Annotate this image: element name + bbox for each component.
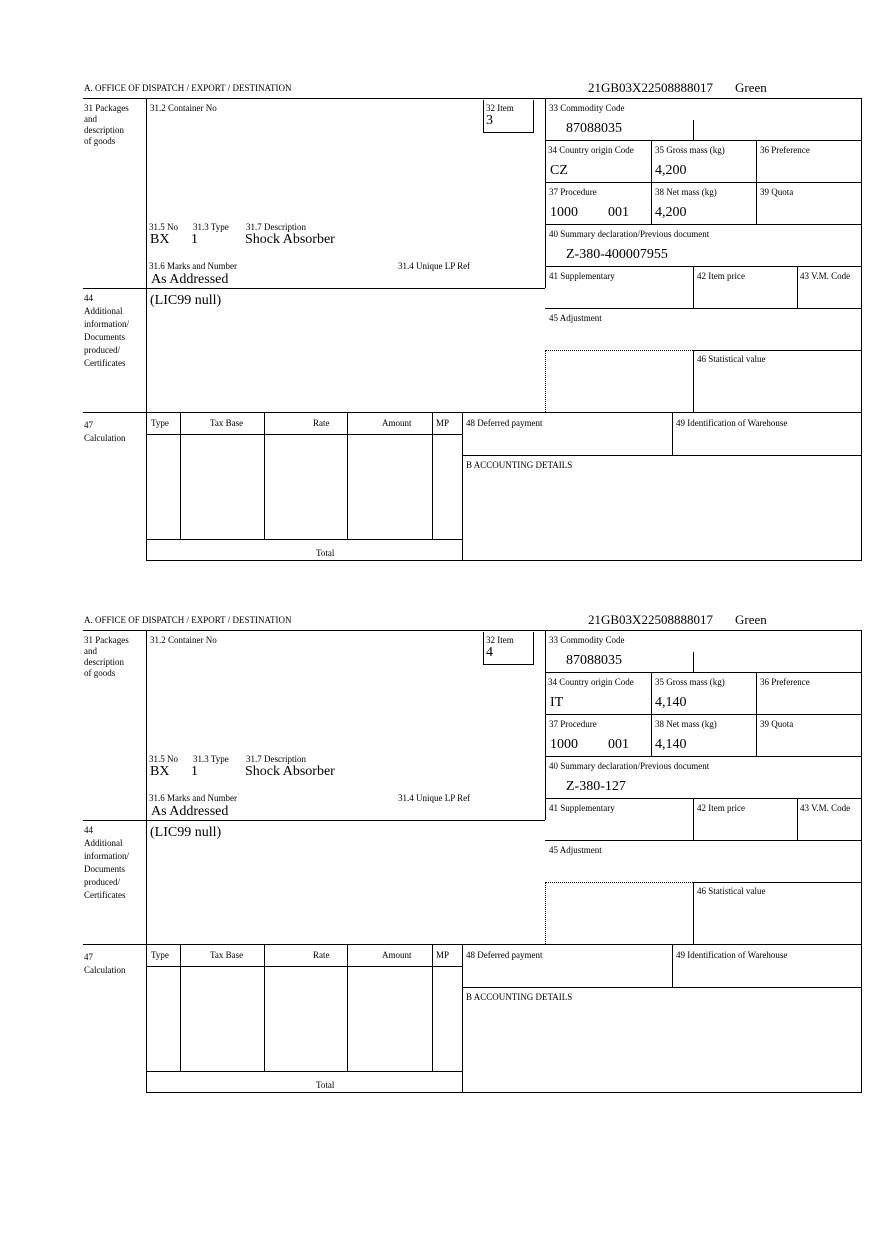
total-label: Total bbox=[316, 1080, 335, 1090]
rule-vertical bbox=[146, 630, 147, 1093]
net-mass-label: 38 Net mass (kg) bbox=[655, 719, 717, 729]
office-header: A. OFFICE OF DISPATCH / EXPORT / DESTINATION bbox=[84, 83, 292, 93]
gross-mass-label: 35 Gross mass (kg) bbox=[655, 145, 725, 155]
description-label: 31.7 Description bbox=[246, 754, 306, 764]
type-label: 31.3 Type bbox=[193, 222, 229, 232]
rule-vertical bbox=[347, 412, 348, 539]
calc-type-header: Type bbox=[151, 418, 169, 428]
unique-lp-label: 31.4 Unique LP Ref bbox=[398, 261, 471, 271]
rule-vertical bbox=[693, 798, 694, 840]
procedure-additional: 001 bbox=[608, 205, 629, 220]
declaration-reference: 21GB03X22508888017 bbox=[588, 80, 713, 95]
rule-vertical bbox=[693, 882, 694, 944]
package-type: 1 bbox=[191, 232, 198, 247]
item-price-label: 42 Item price bbox=[697, 271, 745, 281]
goods-description: Shock Absorber bbox=[245, 764, 335, 779]
rule-vertical bbox=[797, 266, 798, 308]
rule-vertical bbox=[693, 350, 694, 412]
rule-vertical bbox=[861, 98, 862, 561]
procedure-label: 37 Procedure bbox=[549, 719, 597, 729]
rule-horizontal bbox=[545, 714, 862, 715]
rule-horizontal bbox=[693, 350, 862, 351]
commodity-code: 87088035 bbox=[566, 121, 622, 136]
marks-value: As Addressed bbox=[151, 804, 229, 819]
rule-horizontal bbox=[83, 288, 545, 289]
package-no: BX bbox=[150, 764, 170, 779]
country-origin-label: 34 Country origin Code bbox=[548, 145, 634, 155]
procedure-label: 37 Procedure bbox=[549, 187, 597, 197]
calc-mp-header: MP bbox=[436, 418, 450, 428]
adjustment-label: 45 Adjustment bbox=[549, 313, 602, 323]
office-header: A. OFFICE OF DISPATCH / EXPORT / DESTINATION bbox=[84, 615, 292, 625]
rule-vertical bbox=[483, 100, 484, 133]
declaration-form-item-4 bbox=[0, 532, 882, 1090]
rule-horizontal bbox=[545, 182, 862, 183]
rule-horizontal bbox=[83, 98, 862, 99]
statistical-value-label: 46 Statistical value bbox=[697, 354, 766, 364]
container-no-label: 31.2 Container No bbox=[150, 635, 217, 645]
deferred-payment-label: 48 Deferred payment bbox=[466, 418, 543, 428]
procedure-additional: 001 bbox=[608, 737, 629, 752]
warehouse-label: 49 Identification of Warehouse bbox=[676, 950, 788, 960]
additional-info: (LIC99 null) bbox=[150, 825, 222, 840]
calculation-label: 47 Calculation bbox=[84, 420, 126, 443]
calc-mp-header: MP bbox=[436, 950, 450, 960]
rule-horizontal bbox=[146, 1071, 462, 1072]
rule-horizontal bbox=[83, 944, 862, 945]
goods-description: Shock Absorber bbox=[245, 232, 335, 247]
no-label: 31.5 No bbox=[149, 222, 178, 232]
container-no-label: 31.2 Container No bbox=[150, 103, 217, 113]
rule-horizontal bbox=[545, 308, 862, 309]
rule-vertical bbox=[756, 140, 757, 224]
summary-declaration: Z-380-400007955 bbox=[566, 247, 668, 262]
accounting-details-label: B ACCOUNTING DETAILS bbox=[466, 992, 573, 1002]
route-status: Green bbox=[735, 612, 767, 627]
calc-amount-header: Amount bbox=[382, 418, 412, 428]
package-type: 1 bbox=[191, 764, 198, 779]
warehouse-label: 49 Identification of Warehouse bbox=[676, 418, 788, 428]
procedure-code: 1000 bbox=[550, 737, 578, 752]
commodity-code: 87088035 bbox=[566, 653, 622, 668]
quota-label: 39 Quota bbox=[760, 187, 794, 197]
description-label: 31.7 Description bbox=[246, 222, 306, 232]
marks-label: 31.6 Marks and Number bbox=[149, 261, 237, 271]
rule-horizontal bbox=[693, 882, 862, 883]
rule-vertical bbox=[264, 412, 265, 539]
accounting-details-label: B ACCOUNTING DETAILS bbox=[466, 460, 573, 470]
net-mass-label: 38 Net mass (kg) bbox=[655, 187, 717, 197]
rule-vertical bbox=[347, 944, 348, 1071]
commodity-code-label: 33 Commodity Code bbox=[549, 103, 625, 113]
rule-vertical bbox=[180, 944, 181, 1071]
preference-label: 36 Preference bbox=[760, 145, 810, 155]
declaration-form-item-3 bbox=[0, 0, 882, 558]
statistical-value-label: 46 Statistical value bbox=[697, 886, 766, 896]
route-status: Green bbox=[735, 80, 767, 95]
rule-vertical bbox=[651, 672, 652, 756]
rule-horizontal bbox=[83, 820, 545, 821]
rule-vertical bbox=[146, 98, 147, 561]
rule-horizontal bbox=[545, 756, 862, 757]
gross-mass: 4,200 bbox=[655, 163, 687, 178]
rule-horizontal bbox=[146, 966, 462, 967]
rule-horizontal bbox=[462, 987, 862, 988]
adjustment-label: 45 Adjustment bbox=[549, 845, 602, 855]
rule-horizontal bbox=[83, 412, 862, 413]
rule-vertical bbox=[693, 652, 694, 672]
rule-horizontal bbox=[545, 840, 862, 841]
additional-info-label: 44 Additional information/ Documents produced/ Certificates bbox=[84, 825, 129, 900]
rule-vertical bbox=[545, 882, 546, 944]
supplementary-label: 41 Supplementary bbox=[549, 271, 615, 281]
rule-horizontal bbox=[545, 350, 693, 351]
vm-code-label: 43 V.M. Code bbox=[800, 803, 851, 813]
unique-lp-label: 31.4 Unique LP Ref bbox=[398, 793, 471, 803]
item-label: 32 Item bbox=[486, 103, 514, 113]
packages-label: 31 Packages and description of goods bbox=[84, 103, 129, 146]
rule-vertical bbox=[264, 944, 265, 1071]
rule-horizontal bbox=[545, 266, 862, 267]
item-label: 32 Item bbox=[486, 635, 514, 645]
rule-horizontal bbox=[545, 798, 862, 799]
calc-amount-header: Amount bbox=[382, 950, 412, 960]
rule-vertical bbox=[180, 412, 181, 539]
declaration-reference: 21GB03X22508888017 bbox=[588, 612, 713, 627]
calc-tax-base-header: Tax Base bbox=[210, 418, 244, 428]
rule-vertical bbox=[693, 120, 694, 140]
rule-vertical bbox=[545, 98, 546, 288]
type-label: 31.3 Type bbox=[193, 754, 229, 764]
rule-vertical bbox=[693, 266, 694, 308]
rule-vertical bbox=[545, 630, 546, 820]
rule-horizontal bbox=[545, 882, 693, 883]
rule-horizontal bbox=[545, 224, 862, 225]
no-label: 31.5 No bbox=[149, 754, 178, 764]
quota-label: 39 Quota bbox=[760, 719, 794, 729]
country-origin: IT bbox=[550, 695, 564, 710]
rule-horizontal bbox=[146, 1092, 862, 1093]
net-mass: 4,140 bbox=[655, 737, 687, 752]
gross-mass: 4,140 bbox=[655, 695, 687, 710]
summary-declaration: Z-380-127 bbox=[566, 779, 626, 794]
additional-info: (LIC99 null) bbox=[150, 293, 222, 308]
item-number: 4 bbox=[486, 645, 493, 660]
rule-vertical bbox=[545, 350, 546, 412]
supplementary-label: 41 Supplementary bbox=[549, 803, 615, 813]
procedure-code: 1000 bbox=[550, 205, 578, 220]
additional-info-label: 44 Additional information/ Documents produced/ Certificates bbox=[84, 293, 129, 368]
calc-type-header: Type bbox=[151, 950, 169, 960]
rule-horizontal bbox=[146, 434, 462, 435]
rule-vertical bbox=[672, 944, 673, 987]
rule-horizontal bbox=[545, 140, 862, 141]
deferred-payment-label: 48 Deferred payment bbox=[466, 950, 543, 960]
total-label: Total bbox=[316, 548, 335, 558]
rule-horizontal bbox=[545, 672, 862, 673]
calc-rate-header: Rate bbox=[313, 418, 330, 428]
net-mass: 4,200 bbox=[655, 205, 687, 220]
preference-label: 36 Preference bbox=[760, 677, 810, 687]
rule-vertical bbox=[861, 630, 862, 1093]
rule-vertical bbox=[483, 632, 484, 665]
summary-declaration-label: 40 Summary declaration/Previous document bbox=[549, 761, 710, 771]
country-origin-label: 34 Country origin Code bbox=[548, 677, 634, 687]
calc-rate-header: Rate bbox=[313, 950, 330, 960]
rule-vertical bbox=[462, 944, 463, 1092]
package-no: BX bbox=[150, 232, 170, 247]
rule-vertical bbox=[432, 944, 433, 1071]
rule-vertical bbox=[797, 798, 798, 840]
calculation-label: 47 Calculation bbox=[84, 952, 126, 975]
vm-code-label: 43 V.M. Code bbox=[800, 271, 851, 281]
marks-value: As Addressed bbox=[151, 272, 229, 287]
rule-vertical bbox=[672, 412, 673, 455]
rule-horizontal bbox=[83, 630, 862, 631]
marks-label: 31.6 Marks and Number bbox=[149, 793, 237, 803]
gross-mass-label: 35 Gross mass (kg) bbox=[655, 677, 725, 687]
commodity-code-label: 33 Commodity Code bbox=[549, 635, 625, 645]
item-price-label: 42 Item price bbox=[697, 803, 745, 813]
rule-vertical bbox=[651, 140, 652, 224]
rule-horizontal bbox=[462, 455, 862, 456]
rule-vertical bbox=[432, 412, 433, 539]
item-number: 3 bbox=[486, 113, 493, 128]
rule-vertical bbox=[756, 672, 757, 756]
country-origin: CZ bbox=[550, 163, 568, 178]
summary-declaration-label: 40 Summary declaration/Previous document bbox=[549, 229, 710, 239]
calc-tax-base-header: Tax Base bbox=[210, 950, 244, 960]
packages-label: 31 Packages and description of goods bbox=[84, 635, 129, 678]
